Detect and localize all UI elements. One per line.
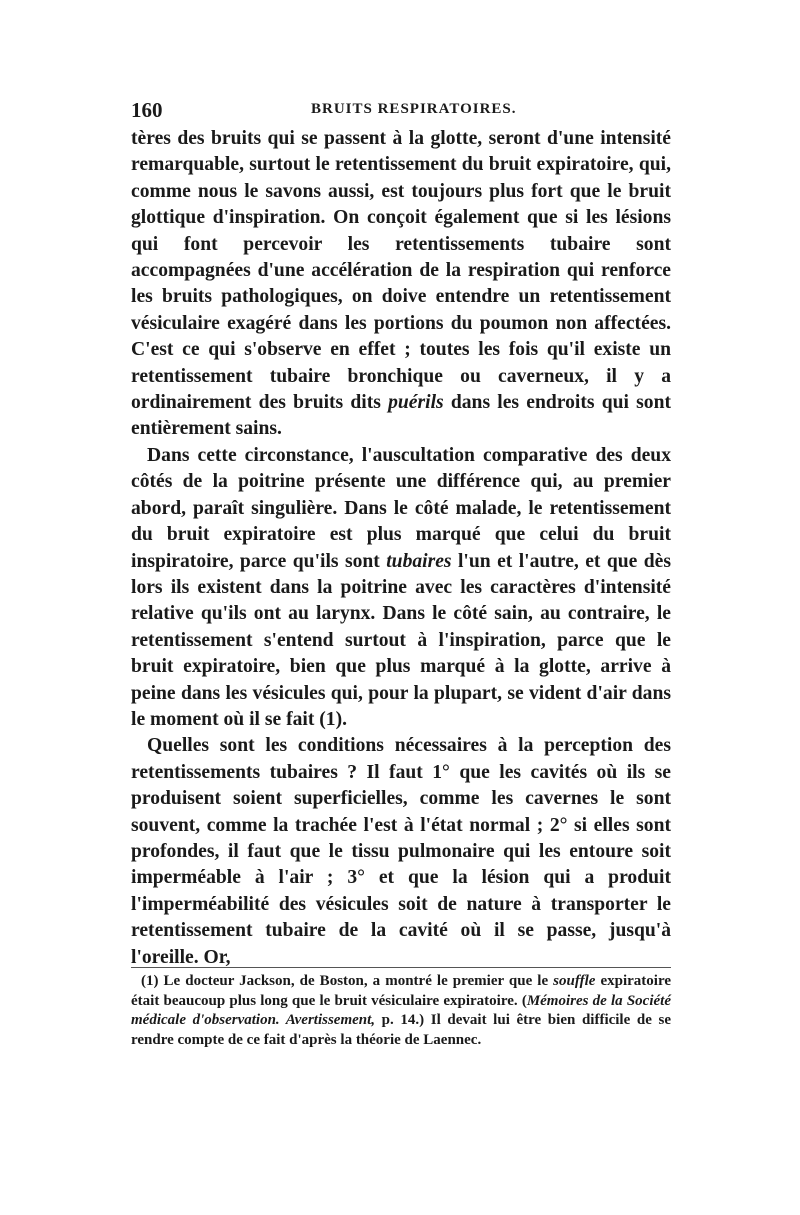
paragraph-2-italic: tubaires: [386, 550, 452, 572]
body-text: [131, 126, 671, 971]
paragraph-1-text-a: tères des bruits qui se passent à la glotte, seront d'une intensité remarquable, surtout le retentissement du bruit expiratoire, qui, comme nous le savons aussi, est toujours plus fort que le bruit glottique d'inspiration. On conçoit également que si les lésions qui font percevoir les retentissements tubaire sont accompagnées d'une accélération de la respiration qui renforce les bruits pathologiques, on doive entendre un retentissement vésiculaire exagéré dans les portions du poumon non affectées. C'est ce qui s'observe en effet ; toutes les fois qu'il existe un retentissement tubaire bronchique ou caverneux, il y a ordinairement des bruits dits: [131, 128, 671, 414]
footnote-italic-2: Mémoires de la Société médicale d'observation. Avertissement,: [131, 992, 671, 1029]
page-header: [131, 98, 671, 122]
running-title: BRUITS RESPIRATOIRES.: [311, 101, 517, 117]
footnote-text-c: p. 14.) Il devait lui être bien difficile de se rendre compte de ce fait d'après la théorie de Laennec.: [131, 1012, 672, 1048]
footnote: [131, 972, 671, 1050]
footnote-text-b: expiratoire était beaucoup plus long que le bruit vésiculaire expiratoire. (: [131, 973, 671, 1009]
paragraph-2-text-a: Dans cette circonstance, l'auscultation comparative des deux côtés de la poitrine présente une différence qui, au premier abord, paraît singulière. Dans le côté malade, le retentissement du bruit expiratoire est plus marqué que celui du bruit inspiratoire, parce qu'ils sont: [131, 444, 671, 572]
footnote-text: [131, 972, 671, 1050]
footnote-text-a: (1) Le docteur Jackson, de Boston, a montré le premier que le: [141, 973, 554, 989]
paragraph-3: Quelles sont les conditions nécessaires à la perception des retentissements tubaires ? Il faut 1° que les cavités où ils se produisent soient superficielles, comme les cavernes le sont souvent, comme la trachée l'est à l'état normal ; 2° si elles sont profondes, il faut que le tissu pulmonaire qui les entoure soit imperméable à l'air ; 3° et que la lésion qui a produit l'imperméabilité des vésicules soit de nature à transporter le retentissement tubaire de la cavité où il se passe, jusqu'à l'oreille. Or,: [131, 735, 671, 968]
paragraph-2: [131, 443, 671, 733]
footnote-italic-1: souffle: [553, 973, 596, 989]
paragraph-1-text-b: dans les endroits qui sont entièrement sains.: [131, 392, 672, 440]
page-number: 160: [131, 98, 163, 122]
paragraph-1: [131, 126, 671, 443]
footnote-divider: [131, 967, 671, 968]
paragraph-1-italic: puérils: [388, 392, 444, 414]
paragraph-2-text-b: l'un et l'autre, et que dès lors ils existent dans la poitrine avec les caractères d'intensité relative qu'ils ont au larynx. Dans le côté sain, au contraire, le retentissement s'entend surtout à l'inspiration, parce que le bruit expiratoire, bien que plus marqué à la glotte, arrive à peine dans les vésicules qui, pour la plupart, se vident d'air dans le moment où il se fait (1).: [131, 550, 671, 730]
